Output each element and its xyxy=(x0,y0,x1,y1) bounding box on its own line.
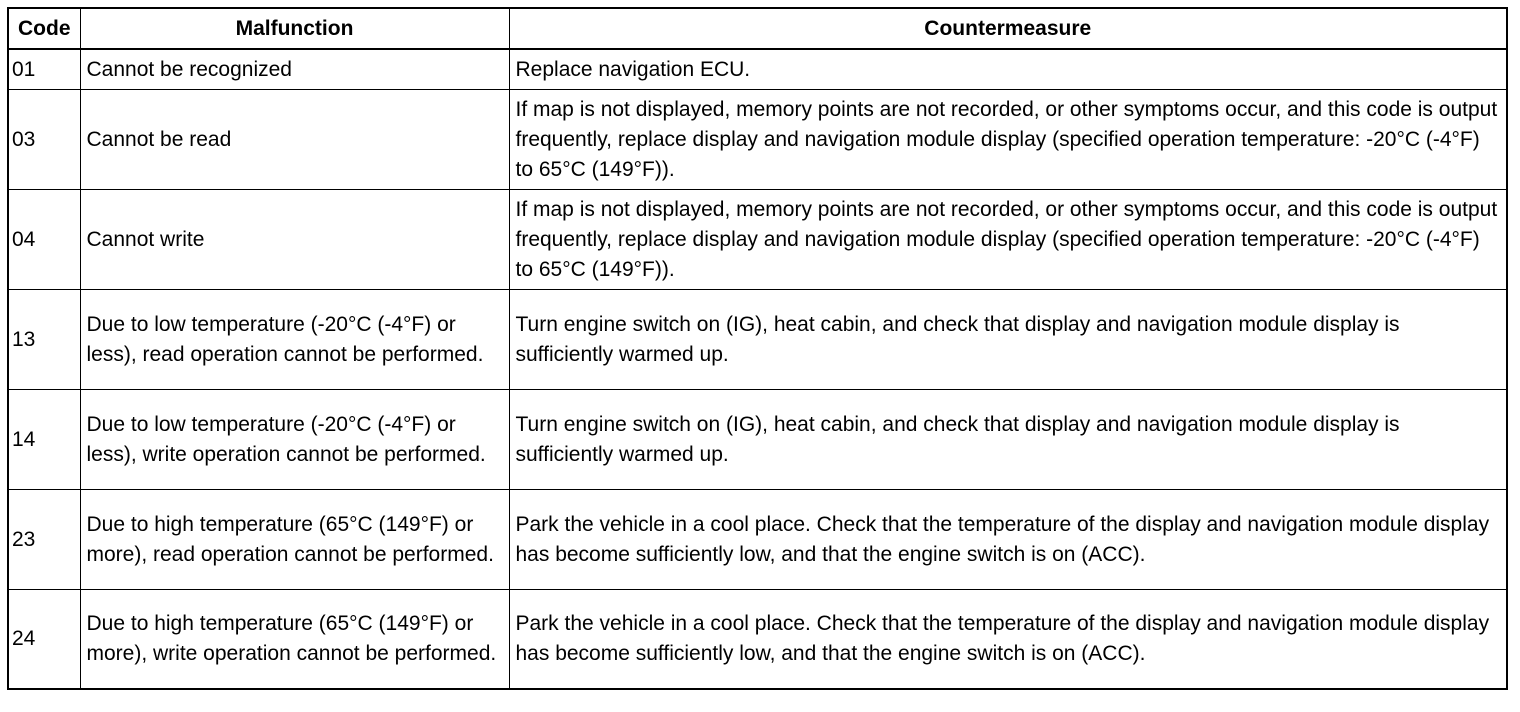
diagnostic-code-table xyxy=(7,7,1508,690)
table-row xyxy=(8,49,1507,90)
cell-code: 14 xyxy=(8,390,80,490)
cell-countermeasure: Turn engine switch on (IG), heat cabin, and check that display and navigation module display is sufficiently warmed up. xyxy=(509,290,1507,390)
table-row xyxy=(8,390,1507,490)
header-row xyxy=(8,8,1507,49)
cell-code: 24 xyxy=(8,590,80,690)
table-header xyxy=(8,8,1507,49)
cell-countermeasure: If map is not displayed, memory points are not recorded, or other symptoms occur, and this code is output frequently, replace display and navigation module display (specified operation temperature: -20°C (-4°F) to 65°C (149°F)). xyxy=(509,190,1507,290)
cell-malfunction: Due to high temperature (65°C (149°F) or more), write operation cannot be performed. xyxy=(80,590,509,690)
header-malfunction: Malfunction xyxy=(80,8,509,49)
cell-code: 03 xyxy=(8,90,80,190)
header-code: Code xyxy=(8,8,80,49)
table-row xyxy=(8,290,1507,390)
cell-countermeasure: If map is not displayed, memory points are not recorded, or other symptoms occur, and this code is output frequently, replace display and navigation module display (specified operation temperature: -20°C (-4°F) to 65°C (149°F)). xyxy=(509,90,1507,190)
table-row xyxy=(8,590,1507,690)
cell-malfunction: Cannot be read xyxy=(80,90,509,190)
header-countermeasure: Countermeasure xyxy=(509,8,1507,49)
cell-countermeasure: Turn engine switch on (IG), heat cabin, and check that display and navigation module display is sufficiently warmed up. xyxy=(509,390,1507,490)
cell-countermeasure: Park the vehicle in a cool place. Check that the temperature of the display and navigation module display has become sufficiently low, and that the engine switch is on (ACC). xyxy=(509,590,1507,690)
table-row xyxy=(8,490,1507,590)
cell-code: 13 xyxy=(8,290,80,390)
table-row xyxy=(8,90,1507,190)
cell-malfunction: Due to low temperature (-20°C (-4°F) or less), write operation cannot be performed. xyxy=(80,390,509,490)
cell-countermeasure: Replace navigation ECU. xyxy=(509,49,1507,90)
cell-code: 23 xyxy=(8,490,80,590)
table-row xyxy=(8,190,1507,290)
cell-malfunction: Due to high temperature (65°C (149°F) or more), read operation cannot be performed. xyxy=(80,490,509,590)
cell-malfunction: Cannot write xyxy=(80,190,509,290)
cell-code: 04 xyxy=(8,190,80,290)
table-body xyxy=(8,49,1507,689)
cell-malfunction: Due to low temperature (-20°C (-4°F) or less), read operation cannot be performed. xyxy=(80,290,509,390)
cell-countermeasure: Park the vehicle in a cool place. Check that the temperature of the display and navigation module display has become sufficiently low, and that the engine switch is on (ACC). xyxy=(509,490,1507,590)
cell-malfunction: Cannot be recognized xyxy=(80,49,509,90)
cell-code: 01 xyxy=(8,49,80,90)
